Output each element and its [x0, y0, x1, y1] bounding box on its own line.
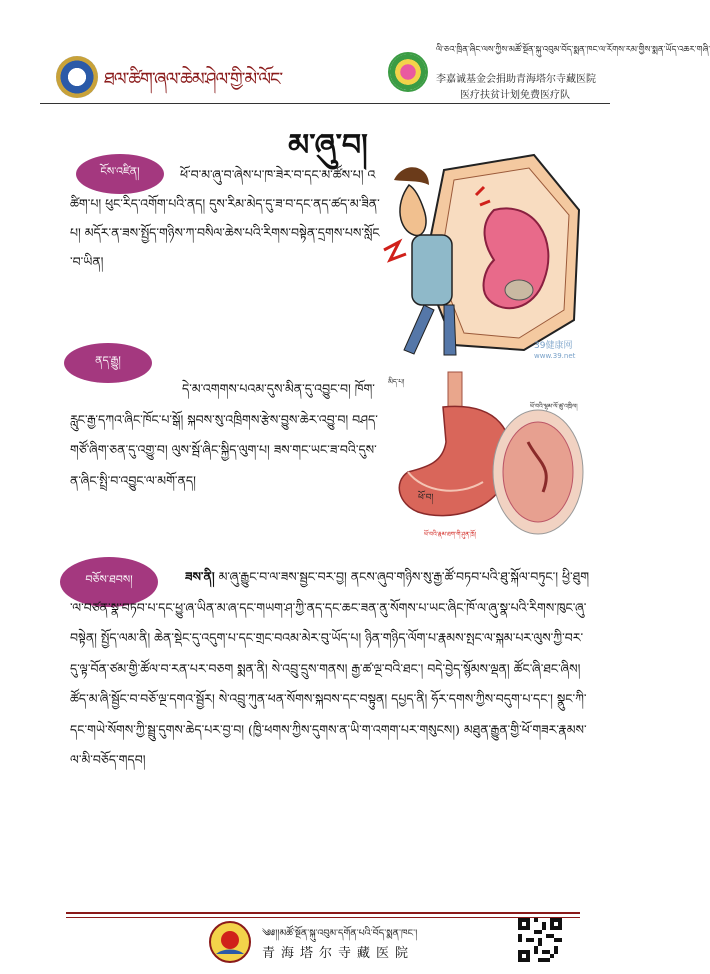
sponsor-chinese-line-2: 医疗扶贫计划免费医疗队 [460, 90, 570, 101]
section-badge-treatment: བཅོས་ཐབས། [60, 557, 158, 607]
section-badge-definition: ངོས་འཛིན། [76, 154, 164, 194]
label-stomach: ཕོ་བ། [418, 493, 434, 503]
stomach-pain-illustration [384, 150, 584, 364]
watermark-url: www.39.net [534, 352, 576, 360]
treatment-lead: ཟས་ནི། [185, 569, 215, 584]
definition-paragraph: ཕོ་བ་མ་ཞུ་བ་ཞེས་པ་ཁ་ཟེར་བ་དང་མ་ཚོས་པ། འཚིག་པ། ཕུང་རིད་འགོག་པའི་ནད། དུས་རིམ་མེད་དུ་ཟ་བ་དང་ནད་ཚད་མ་ཟིན་པ། མདོར་ན་ཟས་སྤྱོད་གཉིས་ཀ་བསིལ་ཆེས་པའི་རིགས་བསྟེན་དྲགས་པས་སློང་བ་ཡིན། [70, 167, 380, 269]
hospital-logo [208, 920, 252, 964]
watermark-text: 39健康网 [534, 341, 573, 351]
footer-divider-thick [66, 912, 580, 914]
label-caption: ཕོ་བའི་རྣམ་ཐག་གི་ཤུན་ཁྲོ། [424, 531, 476, 538]
sponsor-tibetan: ལི་ཅའ་ཁྲིན་ཞིང་ལས་ཀྱིས་མཚོ་སྔོན་སྐུ་འབུམ་བོད་སྨན་ཁང་ལ་རོགས་རམ་གྱིས་སྨན་ཡོད་འཆར་གཞི་ [436, 45, 710, 55]
stomach-anatomy-illustration [388, 372, 584, 542]
page-title: མ་ཞུ་བ། [288, 128, 368, 163]
label-esophagus: མིད་པ། [388, 378, 405, 386]
treatment-paragraph [70, 562, 590, 776]
header-calligraphy: ཐལ་ཚིག་ཞལ་ཆེམ་ཤེལ་གྱི་མེ་ལོང་ [104, 69, 283, 90]
institution-logo [56, 56, 98, 98]
causes-paragraph: དེ་མ་འགགས་པའམ་དུས་མིན་དུ་འབྱུང་བ། ཁོག་རླུང་རྒྱ་དཀའ་ཞིང་ཁོང་པ་སྒོ། སྐབས་སུ་འཁྲིགས་རྩེས་བྱུས་ཆེར་འབྱུ་བ། བཤད་གཙོ་ཞིག་ཅན་དུ་འགྱུ་བ། ལུས་སྦོ་ཞིང་སྐྱིད་ལུག་པ། ཟས་གང་ཡང་ཟ་བའི་དུས་ན་ཞིང་སྤྲི་བ་འབྱུང་ལ་མགོ་ནད། [70, 381, 378, 488]
header-divider [40, 103, 610, 104]
treatment-body: མ་ཞུ་རྒྱུང་བ་ལ་ཟས་སྦྱང་བར་བྱ། ནངས་ཞུབ་གཉིས་སུ་རྒྱ་ཚོ་བཏབ་པའི་ཐུ་སྐོལ་བཏུང་། ཕྱི་ཐུག་ལ་བཙན་སྣ་བཏབ་པ་དང་ཕྱུ་ཞ་ཡིན་མ་ཞ་དང་གཡག་ཤ་ཀྱི་ནད་དང་ཆང་ཟན་ནུ་སོགས་པ་ཡང་ཞིང་ཁོ་ལ་ཞུ་སྣ་པའི་རིགས་ཁུང་ཞུ་བསྟེན། སྤྱོད་ལམ་ནི། ཆེན་སྡེང་དུ་འདུག་པ་དང་གྲང་བའམ་མེར་བུ་ཡོད་པ། ཉིན་གཉིད་ལོག་པ་རྣམས་སྤང་ལ་སྐམ་པར་ལུས་ཀྱི་བར་དུ་ལྟ་བོན་ཙམ་གྱི་ཚོལ་བ་རན་པར་བཅག སྨན་ནི། སེ་འབྲུ་དྲུས་གནས། རྒྱ་ཚ་ལྔ་བའི་ཐང་། བདེ་བྱེད་སྙོམས་ལྡན། ཚོང་ཞི་ཐང་ཞིས། ཚོད་མ་ཞི་སྦྱོང་བ་བཅོ་ལྔ་དགའ་སྦྱོར། སེ་འབྲུ་ཀུན་ཕན་སོགས་སྐབས་དང་བསྟུན། དཔྱད་ནི། ཧོར་དགས་ཀྱིས་བདུག་པ་དང་། སྣུང་ཀི་དང་གཡེ་སོགས་ཀྱི་སྦྲུ་དུགས་ཆེད་པར་བྱ་བ། (ཁྱི་ཕགས་ཀྱིས་དུགས་ན་ཡི་ག་འགག་པར་གསུངས།) མཐུན་རྒྱུན་གྱི་ཕོ་གཟར་རྣམས་ལ་མི་བཅོད་གདབ། [70, 569, 589, 767]
qr-code [518, 918, 562, 962]
label-mucosa: ཕོ་བའི་ལྷམ་ལོ་ཚུ་འཁྲིལ། [530, 403, 578, 410]
section-badge-causes: ནད་རྒྱུ། [64, 343, 152, 383]
sponsor-chinese-line-1: 李嘉诚基金会捐助青海塔尔寺藏医院 [436, 74, 596, 85]
foundation-logo [388, 52, 428, 92]
footer-tibetan: ༄༅།།མཚོ་སྔོན་སྐུ་འབུམ་དགོན་པའི་བོད་སྨན་ཁང་། [262, 928, 418, 939]
footer-chinese: 青海塔尔寺藏医院 [262, 946, 415, 961]
footer-divider-thin [66, 917, 580, 918]
